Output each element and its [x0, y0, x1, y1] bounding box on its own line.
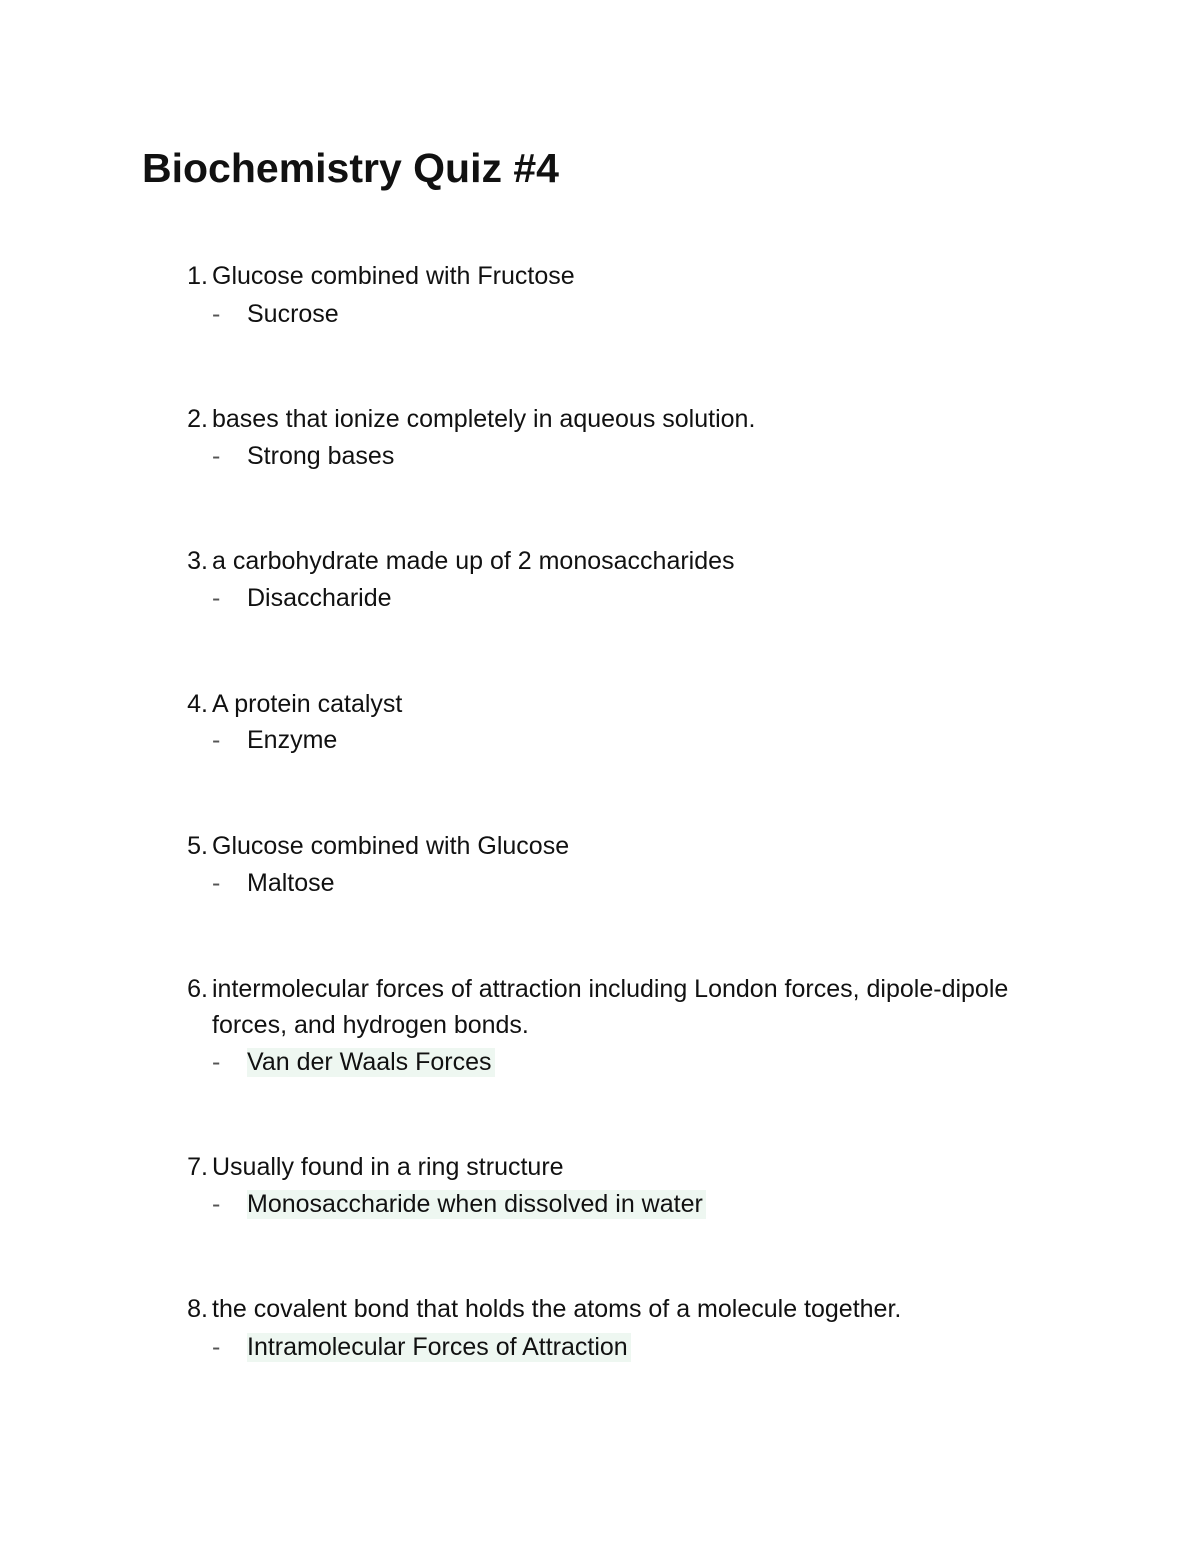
question-text: bases that ionize completely in aqueous solution.	[212, 405, 756, 433]
answer-line	[212, 438, 394, 474]
answer-text: Monosaccharide when dissolved in water	[247, 1190, 706, 1219]
answer-text: Sucrose	[247, 300, 339, 328]
answer-text: Intramolecular Forces of Attraction	[247, 1333, 631, 1362]
question-number: 1.	[187, 262, 208, 290]
answer-line	[212, 580, 392, 616]
question-number: 5.	[187, 832, 208, 860]
dash-bullet: -	[212, 442, 221, 470]
answer-line	[212, 296, 339, 332]
question-number: 2.	[187, 405, 208, 433]
question-number: 4.	[187, 690, 208, 718]
answer-line	[212, 1186, 706, 1222]
answer-line	[212, 1329, 631, 1365]
question-number: 8.	[187, 1295, 208, 1323]
question-text: a carbohydrate made up of 2 monosaccharides	[212, 547, 735, 575]
question-text: Glucose combined with Glucose	[212, 832, 570, 860]
question-text: A protein catalyst	[212, 690, 403, 718]
dash-bullet: -	[212, 869, 221, 897]
question-number: 7.	[187, 1153, 208, 1181]
question-text: Glucose combined with Fructose	[212, 262, 575, 290]
dash-bullet: -	[212, 1333, 221, 1361]
answer-line	[212, 722, 337, 758]
dash-bullet: -	[212, 300, 221, 328]
page-title: Biochemistry Quiz #4	[142, 145, 559, 191]
question-text: intermolecular forces of attraction including London forces, dipole-dipole forces, and hydrogen bonds.	[212, 975, 1009, 1039]
dash-bullet: -	[212, 1190, 221, 1218]
answer-line	[212, 1044, 495, 1080]
answer-text: Van der Waals Forces	[247, 1048, 495, 1077]
answer-text: Strong bases	[247, 442, 395, 470]
answer-text: Disaccharide	[247, 584, 392, 612]
question-number: 3.	[187, 547, 208, 575]
question-number: 6.	[187, 975, 208, 1003]
answer-line	[212, 865, 335, 901]
question-text: Usually found in a ring structure	[212, 1153, 564, 1181]
question-text: the covalent bond that holds the atoms of a molecule together.	[212, 1295, 902, 1323]
answer-text: Enzyme	[247, 726, 338, 754]
dash-bullet: -	[212, 1048, 221, 1076]
dash-bullet: -	[212, 726, 221, 754]
answer-text: Maltose	[247, 869, 335, 897]
dash-bullet: -	[212, 584, 221, 612]
